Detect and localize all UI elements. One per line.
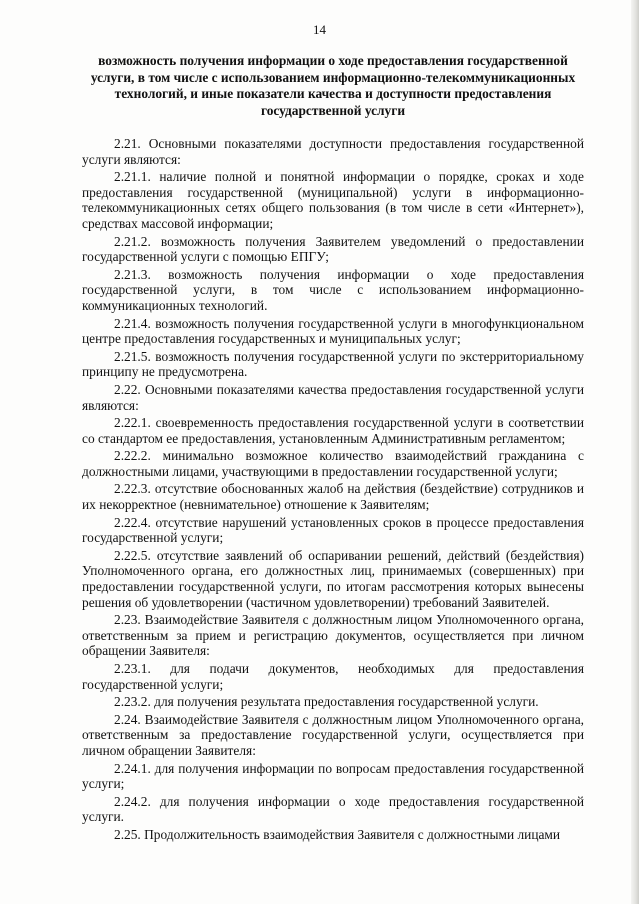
paragraph-2-21-1: 2.21.1. наличие полной и понятной информации о порядке, сроках и ходе предоставления государственной (муниципальной) услуги в информационно-телекоммуникационных сетях общего пользования (в том числе в сети «Интернет»), средствах массовой информации; bbox=[82, 169, 584, 231]
paragraph-2-22: 2.22. Основными показателями качества предоставления государственной услуги являются: bbox=[82, 381, 584, 413]
paragraph-2-23: 2.23. Взаимодействие Заявителя с должностным лицом Уполномоченного органа, ответственным за прием и регистрацию документов, осуществляется при личном обращении Заявителя: bbox=[82, 612, 584, 659]
paragraph-2-22-5: 2.22.5. отсутствие заявлений об оспаривании решений, действий (бездействия) Уполномоченного органа, его должностных лиц, принимаемых (совершенных) при предоставлении государственной услуги, по итогам рассмотрения которых вынесены решения об удовлетворении (частичном удовлетворении) требований Заявителей. bbox=[82, 547, 584, 610]
paragraph-2-24-2: 2.24.2. для получения информации о ходе предоставления государственной услуги. bbox=[82, 793, 584, 825]
paragraph-2-22-4: 2.22.4. отсутствие нарушений установленных сроков в процессе предоставления государственной услуги; bbox=[82, 514, 584, 546]
paragraph-2-21-3: 2.21.3. возможность получения информации о ходе предоставления государственной услуги, в том числе с использованием информационно-коммуникационных технологий. bbox=[82, 266, 584, 313]
page-number: 14 bbox=[313, 22, 326, 37]
paragraph-2-24-1: 2.24.1. для получения информации по вопросам предоставления государственной услуги; bbox=[82, 760, 584, 792]
paragraph-2-23-1: 2.23.1. для подачи документов, необходимых для предоставления государственной услуги; bbox=[82, 661, 584, 692]
paragraph-2-23-2: 2.23.2. для получения результата предоставления государственной услуги. bbox=[114, 694, 539, 710]
paragraph-2-21-2: 2.21.2. возможность получения Заявителем уведомлений о предоставлении государственной услуги с помощью ЕПГУ; bbox=[82, 233, 584, 265]
paragraph-2-21: 2.21. Основными показателями доступности предоставления государственной услуги являются: bbox=[82, 136, 584, 167]
paragraph-2-21-4: 2.21.4. возможность получения государственной услуги в многофункциональном центре предоставления государственных и муниципальных услуг; bbox=[82, 315, 584, 347]
paragraph-2-22-3: 2.22.3. отсутствие обоснованных жалоб на действия (бездействие) сотрудников и их некорректное (невнимательное) отношение к Заявителям; bbox=[82, 481, 584, 513]
document-body bbox=[82, 136, 584, 845]
paragraph-2-22-2: 2.22.2. минимально возможное количество взаимодействий гражданина с должностными лицами, участвующими в предоставлении государственной услуги; bbox=[82, 448, 584, 479]
section-heading: возможность получения информации о ходе предоставления государственной услуги, в том числе с использованием информационно-телекоммуникационных технологий, и иные показатели качества и доступности предоставления государственной услуги bbox=[90, 53, 576, 118]
paragraph-2-24: 2.24. Взаимодействие Заявителя с должностным лицом Уполномоченного органа, ответственным за предоставление государственной услуги, осуществляется при личном обращении Заявителя: bbox=[82, 711, 584, 758]
scan-edge-shadow bbox=[631, 0, 639, 904]
paragraph-2-25: 2.25. Продолжительность взаимодействия Заявителя с должностными лицами bbox=[114, 826, 561, 842]
paragraph-2-21-5: 2.21.5. возможность получения государственной услуги по экстерриториальному принципу не предусмотрена. bbox=[82, 348, 584, 380]
paragraph-2-22-1: 2.22.1. своевременность предоставления государственной услуги в соответствии со стандартом ее предоставления, установленным Административным регламентом; bbox=[82, 415, 584, 446]
